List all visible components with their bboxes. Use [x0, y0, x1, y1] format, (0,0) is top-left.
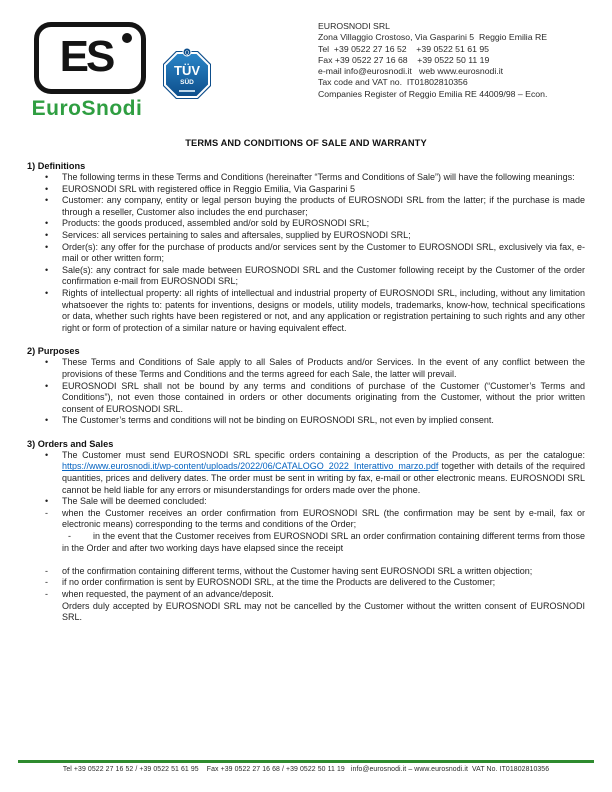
list-item [27, 195, 585, 218]
list-item-nested [27, 531, 585, 554]
section-purposes [27, 346, 585, 427]
list-item-text: in the event that the Customer receives from EUROSNODI SRL an order confirmation containing different terms from those in the Order and after two working days have elapsed since the receipt [62, 531, 585, 553]
list-item [27, 357, 585, 380]
closing-paragraph-text: Orders duly accepted by EUROSNODI SRL may not be cancelled by the Customer without the written consent of EUROSNODI SRL. [62, 600, 585, 623]
list-item-text: Customer: any company, entity or legal person buying the products of EUROSNODI SRL from the latter; if the purchase is made through a reseller, Customer also includes the end purchaser; [62, 195, 585, 217]
list-item-text: Products: the goods produced, assembled and/or sold by EUROSNODI SRL; [62, 218, 370, 229]
list-item [27, 577, 585, 589]
list-item [27, 242, 585, 265]
section-orders-and-sales [27, 439, 585, 624]
company-address: Zona Villaggio Crostoso, Via Gasparini 5 Reggio Emilia RE [318, 32, 548, 43]
tuv-text: TÜV [174, 63, 200, 78]
list-item-text: Order(s): any offer for the purchase of products and/or services sent by the Customer to EUROSNODI SRL, exclusively via fax, e-mail or other written form; [62, 241, 585, 264]
list-item-text: Sale(s): any contract for sale made between EUROSNODI SRL and the Customer following receipt by the Customer of the order confirmation e-mail from EUROSNODI SRL; [62, 264, 585, 287]
bullet-marker: • [45, 264, 49, 275]
company-register: Companies Register of Reggio Emilia RE 44009/98 – Econ. [318, 88, 548, 99]
bullet-marker: • [45, 287, 49, 298]
list-item-text: if no order confirmation is sent by EUROSNODI SRL, at the time the Products are delivered to the Customer; [62, 577, 496, 588]
letterhead [0, 0, 612, 130]
list-item-text: The following terms in these Terms and Conditions (hereinafter “Terms and Conditions of Sale”) will have the following meanings: [62, 172, 575, 182]
list-item-text: EUROSNODI SRL shall not be bound by any terms and conditions of purchase of the Customer (“Customer’s Terms and Conditions”), not even those contained in orders or other documents originating from the Customer, without the prior written consent of EUROSNODI SRL. [62, 380, 585, 414]
dash-marker: - [45, 589, 48, 599]
document-title: TERMS AND CONDITIONS OF SALE AND WARRANTY [185, 138, 427, 148]
closing-paragraph [27, 601, 585, 624]
dash-marker: - [68, 531, 71, 542]
bullet-marker: • [45, 496, 49, 507]
sud-text: SÜD [180, 79, 194, 86]
list-item [27, 415, 585, 427]
bullet-marker: • [45, 218, 49, 229]
list-item [27, 508, 585, 531]
dash-marker: - [45, 507, 48, 518]
bullet-marker: • [45, 380, 49, 391]
es-monogram-text: ES [59, 32, 113, 81]
list-item [27, 172, 585, 184]
company-email-web: e-mail info@eurosnodi.it web www.eurosnodi.it [318, 66, 504, 77]
tuv-sud-certification-icon [159, 47, 215, 107]
dash-marker: - [45, 577, 48, 588]
brand-name: EuroSnodi [31, 97, 143, 120]
list-item [27, 496, 585, 508]
catalogue-pdf-link[interactable]: https://www.eurosnodi.it/wp-content/uploads/2022/06/CATALOGO_2022_Interattivo_marzo.pdf [62, 461, 439, 472]
list-item [27, 265, 585, 288]
company-contact-block [318, 21, 588, 100]
es-monogram-logo [34, 22, 146, 94]
bullet-marker: • [45, 241, 49, 252]
list-item-text: EUROSNODI SRL with registered office in Reggio Emilia, Via Gasparini 5 [62, 183, 355, 194]
catalogue-text-after: together with details of the required quantities, prices and delivery dates. The order must be sent in writing by fax, e-mail or other electronic means. EUROSNODI SRL cannot be held liable for any errors or misunderstandings for orders made over the phone. [62, 461, 585, 495]
list-item-text [62, 450, 585, 496]
bullet-marker: • [45, 415, 49, 426]
bullet-marker: • [45, 183, 49, 194]
list-item [27, 184, 585, 196]
footer-green-rule [18, 760, 594, 763]
blank-line [27, 554, 585, 566]
company-logo [28, 22, 156, 121]
list-item [27, 218, 585, 230]
list-item [27, 589, 585, 601]
section-definitions [27, 161, 585, 334]
bullet-marker: • [45, 229, 49, 240]
dash-marker: - [45, 565, 48, 576]
bullet-marker: • [45, 195, 49, 206]
document-body [27, 138, 585, 624]
list-item [27, 230, 585, 242]
list-item-text: of the confirmation containing different terms, without the Customer having sent EUROSNODI SRL a written objection; [62, 565, 533, 576]
section-heading: 2) Purposes [27, 346, 80, 357]
list-item [27, 381, 585, 416]
list-item [27, 288, 585, 334]
list-item [27, 450, 585, 496]
logo-dot [122, 33, 132, 43]
section-heading: 1) Definitions [27, 161, 86, 171]
company-tel: Tel +39 0522 27 16 52 +39 0522 51 61 95 [318, 43, 489, 54]
svg-text:Q: Q [184, 50, 190, 57]
company-fax: Fax +39 0522 27 16 68 +39 0522 50 11 19 [318, 54, 490, 65]
company-tax-vat: Tax code and VAT no. IT01802810356 [318, 77, 468, 88]
list-item-text: The Sale will be deemed concluded: [62, 496, 207, 507]
list-item-text: The Customer’s terms and conditions will not be binding on EUROSNODI SRL, not even by implied consent. [62, 415, 494, 426]
list-item [27, 566, 585, 578]
bullet-marker: • [45, 172, 49, 182]
list-item-text: Rights of intellectual property: all rights of intellectual and industrial property of EUROSNODI SRL, including, without any limitation whatsoever the rights to: patents for inventions, designs or models, utility models, trademarks, know-how, technical specifications or data, whether such rights have been registered or not, and any application or registration pertaining to such rights and any other right or form of protection of a similar nature or having equivalent effect. [62, 287, 585, 333]
list-item-text: Services: all services pertaining to sales and aftersales, supplied by EUROSNODI SRL; [62, 229, 411, 240]
catalogue-text-before: The Customer must send EUROSNODI SRL specific orders containing a description of the Products, as per the catalogue: [62, 449, 585, 460]
footer-contact-line: Tel +39 0522 27 16 52 / +39 0522 51 61 95 Fax +39 0522 27 16 68 / +39 0522 50 11 19 info@eurosnodi.it – www.eurosnodi.it VAT No. IT01802810356 [62, 766, 550, 773]
bullet-marker: • [45, 449, 49, 460]
section-heading: 3) Orders and Sales [27, 438, 114, 449]
empty-marker [45, 601, 62, 624]
list-item-text: when requested, the payment of an advance/deposit. [62, 589, 274, 599]
company-name: EUROSNODI SRL [318, 21, 390, 31]
list-item-text: when the Customer receives an order confirmation from EUROSNODI SRL (the confirmation may be sent by e-mail, fax or electronic means) corresponding to the terms and conditions of the Order; [62, 507, 585, 530]
list-item-text: These Terms and Conditions of Sale apply to all Sales of Products and/or Services. In the event of any conflict between the provisions of these Terms and Conditions and the terms agreed for each Sale, the latter will prevail. [62, 357, 585, 379]
page-footer [18, 760, 594, 773]
bullet-marker: • [45, 357, 49, 368]
